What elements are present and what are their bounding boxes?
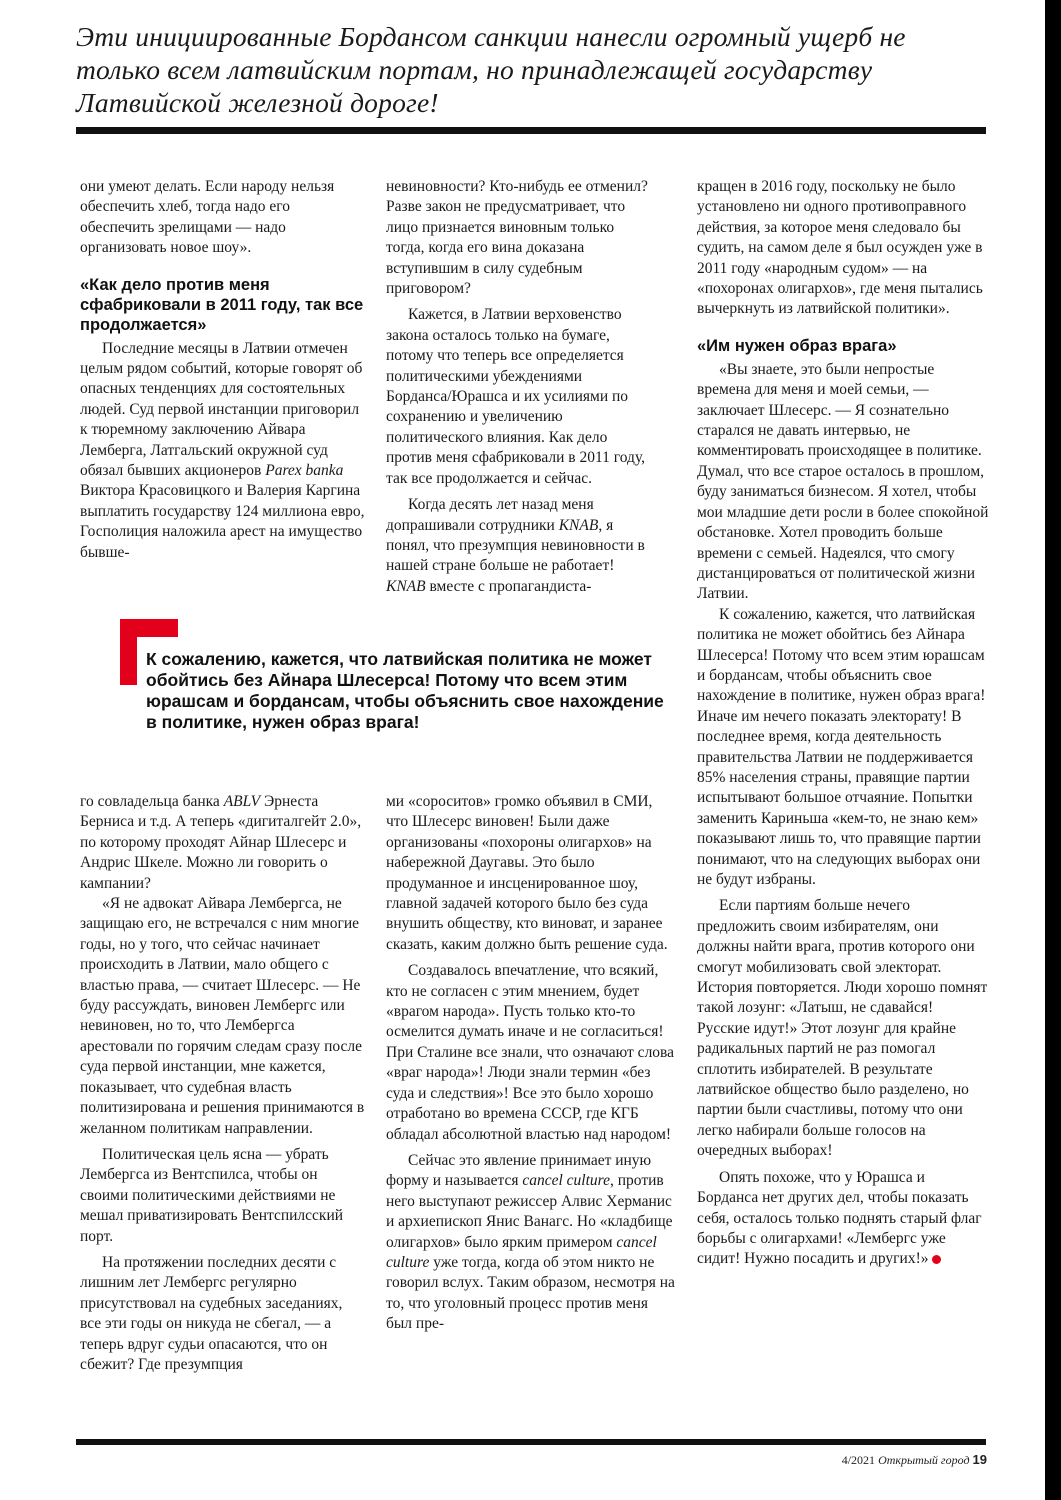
page-footer [842, 1452, 987, 1468]
paragraph: Кажется, в Латвии верховенство закона осталось только на бумаге, потому что теперь все определяется политическими убеждениями Борданса/Юрашса и их усилиями по сохранению и увеличению политического влияния. Как дело против меня сфабриковали в 2011 году, так все продолжается и сейчас. [386, 306, 646, 487]
column-1-bottom [80, 792, 367, 1375]
paragraph: Последние месяцы в Латвии отмечен целым рядом событий, которые говорят об опасных тенденциях для состоятельных людей. Суд первой инстанции приговорил к тюремному заключению Айвара Лемберга, Латгальский окружной суд обязал бывших акционеров Parex banka Виктора Красовицкого и Валерия Каргина выплатить государству 124 миллиона евро, Госполиция наложила арест на имущество бывше- [80, 339, 365, 561]
page-number: 19 [972, 1452, 987, 1467]
paragraph: К сожалению, кажется, что латвийская политика не может обойтись без Айнара Шлесерса! Потому что всем этим юрашсам и бордансам, чтобы объяснить свое нахождение в политике, нужен образ врага! Иначе им нечего показать электорату! В последнее время, когда деятельность правительства Латвии не поддерживается 85% населения страны, правящие партии испытывают большое отчаяние. Попытки заменить Кариньша «кем-то, не знаю кем» показывают лишь то, что правящие партии понимают, что на следующих выборах они не будут избраны. [697, 605, 986, 888]
paragraph: Если партиям больше нечего предложить своим избирателям, они должны найти врага, против которого они смогут мобилизовать свой электорат. История повторяется. Люди хорошо помнят такой лозунг: «Латыш, не сдавайся! Русские идут!» Этот лозунг для крайне радикальных партий не раз помогал сплотить избирателей. В результате латвийское общество было разделено, но партии были счастливы, потому что они легко набирали больше голосов на очередных выборах! [697, 897, 988, 1160]
magazine-name: Открытый город [878, 1453, 970, 1467]
paragraph: ми «сороситов» громко объявил в СМИ, что Шлесерс виновен! Были даже организованы «похороны олигархов» на набережной Даугавы. Это было продуманное и инсценированное шоу, главной задачей которого было без суда внушить обществу, кто виноват, и заранее сказать, каким должно быть решение суда. [386, 793, 668, 953]
page-edge-bar [1045, 0, 1061, 1500]
column-3 [697, 177, 989, 1270]
paragraph: го совладельца банка ABLV Эрнеста Берниса и т.д. А теперь «дигиталгейт 2.0», по которому проходят Айнар Шлесерс и Андрис Шкеле. Можно ли говорить о кампании? [80, 793, 362, 892]
paragraph: Когда десять лет назад меня допрашивали сотрудники KNAB, я понял, что презумпция невиновности в нашей стране больше не работает! KNAB вместе с пропагандиста- [386, 496, 645, 595]
subheading: «Как дело против меня сфабриковали в 2011 году, так все продолжается» [80, 275, 364, 334]
column-1-top [80, 177, 367, 563]
bottom-rule [76, 1439, 986, 1445]
paragraph: кращен в 2016 году, поскольку не было установлено ни одного противоправного действия, за которое меня следовало бы судить, на самом деле я был осужден уже в 2011 году «народным судом» — на «похоронах олигархов», где меня пытались вычеркнуть из латвийской политики». [697, 178, 983, 318]
paragraph: Сейчас это явление принимает иную форму и называется cancel culture, против него выступают режиссер Алвис Херманис и архиепископ Янис Ванагс. Но «кладбище олигархов» было ярким примером cancel culture уже тогда, когда об этом никто не говорил вслух. Таким образом, несмотря на то, что уголовный процесс против меня был пре- [386, 1151, 675, 1333]
paragraph: На протяжении последних десяти с лишним лет Лембергс регулярно присутствовал на судебных заседаниях, все эти годы он никуда не сбегал, — а теперь вдруг судьи опасаются, что он сбежит? Где презумпция [80, 1253, 343, 1373]
pullquote: К сожалению, кажется, что латвийская политика не может обойтись без Айнара Шлесерса! Потому что всем этим юрашсам и бордансам, чтобы объяснить свое нахождение в политике, нужен образ врага! [146, 649, 664, 732]
paragraph: «Вы знаете, это были непростые времена для меня и моей семьи, — заключает Шлесерс. — Я сознательно старался не давать интервью, не комментировать происходящее в политике. Думал, что все старое осталось в прошлом, буду заниматься бизнесом. Я хотел, чтобы мои младшие дети росли в более спокойной обстановке. Хотел проводить больше времени с семьей. Надеялся, что смогу дистанцироваться от политической жизни Латвии. [697, 360, 989, 603]
paragraph: невиновности? Кто-нибудь ее отменил? Разве закон не предусматривает, что лицо признается виновным только тогда, когда его вина доказана вступившим в силу судебным приговором? [386, 178, 648, 298]
paragraph: Создавалось впечатление, что всякий, кто не согласен с этим мнением, будет «врагом народа». Пусть только кто-то осмелится думать иначе и не согласиться! При Сталине все знали, что означают слова «враг народа»! Люди знали термин «без суда и следствия»! Все это было хорошо отработано во времена СССР, где КГБ обладал абсолютной властью над народом! [386, 962, 675, 1143]
top-rule [76, 127, 986, 134]
end-mark-icon [932, 1255, 941, 1264]
pullquote-corner-mark-vertical [120, 619, 137, 685]
issue-number: 4/2021 [841, 1453, 876, 1467]
column-2-top [386, 177, 648, 597]
column-2-bottom [386, 792, 676, 1335]
paragraph: Политическая цель ясна — убрать Лембергса из Вентспилса, чтобы он своими политическими действиями не мешал приватизировать Вентспилсский порт. [80, 1145, 344, 1245]
paragraph: они умеют делать. Если народу нельзя обеспечить хлеб, тогда надо его обеспечить зрелищами — надо организовать новое шоу». [80, 178, 335, 257]
lead-quote: Эти инициированные Бордансом санкции нанесли огромный ущерб не только всем латвийским портам, но принадлежащей государству Латвийской железной дороге! [76, 21, 906, 118]
paragraph: Опять похоже, что у Юрашса и Борданса нет других дел, чтобы показать себя, осталось только поднять старый флаг борьбы с олигархами! «Лембергс уже сидит! Нужно посадить и других!» [697, 1168, 982, 1268]
subheading: «Им нужен образ врага» [697, 336, 897, 355]
paragraph: «Я не адвокат Айвара Лембергса, не защищаю его, не встречался с ним многие годы, но у того, что сейчас начинает происходить в Латвии, мало общего с властью права, — считает Шлесерс. — Не буду рассуждать, виновен Лембергс или невиновен, но то, что Лембергса арестовали по горячим следам сразу после суда первой инстанции, мне кажется, показывает, что судебная власть политизирована и решения принимаются в желанном политикам направлении. [80, 895, 365, 1137]
